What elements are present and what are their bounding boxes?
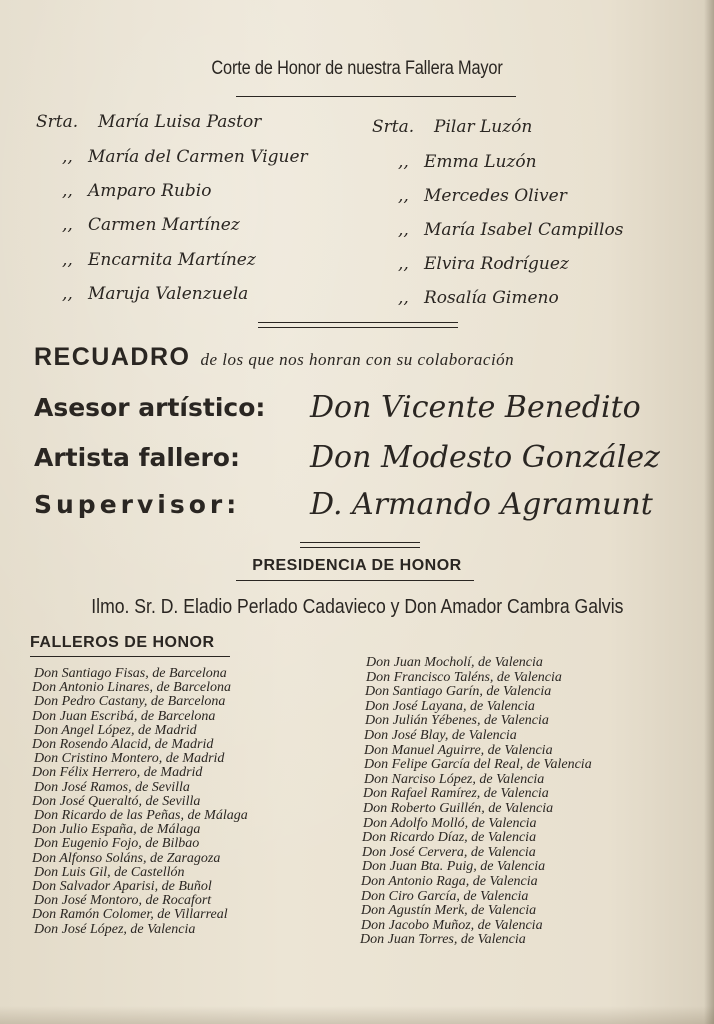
fallero-left-item: Don Juan Escribá, de Barcelona xyxy=(32,708,216,724)
corte-title: Corte de Honor de nuestra Fallera Mayor xyxy=(211,58,503,79)
fallero-left-item: Don Pedro Castany, de Barcelona xyxy=(34,694,226,710)
role-supervisor: Supervisor: xyxy=(34,490,241,519)
person-asesor: Don Vicente Benedito xyxy=(310,390,641,425)
fallero-right-item: Don Juan Bta. Puig, de Valencia xyxy=(362,859,546,875)
recuadro-title: RECUADRO xyxy=(34,343,191,371)
fallero-right-item: Don José Cervera, de Valencia xyxy=(362,844,536,860)
fallero-right-item: Don Francisco Taléns, de Valencia xyxy=(366,669,562,685)
corte-left-6: ,, Maruja Valenzuela xyxy=(62,284,249,304)
page-spine-shadow xyxy=(704,0,714,1024)
fallero-left-item: Don Antonio Linares, de Barcelona xyxy=(32,680,231,696)
fallero-right-item: Don Jacobo Muñoz, de Valencia xyxy=(361,917,543,933)
fallero-right-item: Don Antonio Raga, de Valencia xyxy=(361,874,538,889)
recuadro-heading xyxy=(34,343,684,372)
corte-right-5: ,, Elvira Rodríguez xyxy=(398,254,569,274)
person-artista: Don Modesto González xyxy=(310,440,660,475)
fallero-left-item: Don José López, de Valencia xyxy=(34,921,196,937)
presidencia-divider-bottom xyxy=(300,547,420,548)
corte-left-1: Srta. María Luisa Pastor xyxy=(36,112,262,132)
presidencia-title-underline xyxy=(236,580,474,581)
fallero-right-item: Don Adolfo Molló, de Valencia xyxy=(363,815,537,831)
falleros-title: FALLEROS DE HONOR xyxy=(30,634,215,651)
fallero-right-item: Don Roberto Guillén, de Valencia xyxy=(363,801,554,816)
fallero-right-item: Don Ciro García, de Valencia xyxy=(361,888,529,904)
fallero-left-item: Don Santiago Fisas, de Barcelona xyxy=(34,666,227,681)
presidencia-title: PRESIDENCIA DE HONOR xyxy=(252,557,462,574)
recuadro-subtitle: de los que nos honran con su colaboración xyxy=(200,350,515,369)
fallero-left-item: Don Alfonso Soláns, de Zaragoza xyxy=(32,850,221,866)
fallero-right-item: Don Manuel Aguirre, de Valencia xyxy=(364,742,553,758)
fallero-right-item: Don José Layana, de Valencia xyxy=(365,698,535,714)
role-asesor: Asesor artístico: xyxy=(34,393,266,422)
corte-right-3: ,, Mercedes Oliver xyxy=(398,186,567,206)
fallero-left-item: Don Ramón Colomer, de Villarreal xyxy=(32,907,228,923)
fallero-right-item: Don Julián Yébenes, de Valencia xyxy=(365,713,549,729)
fallero-right-item: Don Santiago Garín, de Valencia xyxy=(365,684,552,700)
falleros-title-underline xyxy=(30,656,230,657)
page-bottom-edge xyxy=(0,1006,714,1024)
fallero-left-item: Don Cristino Montero, de Madrid xyxy=(34,751,225,767)
corte-left-2: ,, María del Carmen Viguer xyxy=(62,147,308,167)
corte-right-2: ,, Emma Luzón xyxy=(398,152,537,172)
fallero-right-item: Don José Blay, de Valencia xyxy=(364,728,517,743)
fallero-left-item: Don Félix Herrero, de Madrid xyxy=(32,765,203,781)
role-artista: Artista fallero: xyxy=(34,443,240,472)
corte-left-4: ,, Carmen Martínez xyxy=(62,215,240,235)
corte-left-3: ,, Amparo Rubio xyxy=(62,181,212,201)
corte-title-underline xyxy=(236,96,516,97)
fallero-left-item: Don José Queraltó, de Sevilla xyxy=(32,793,201,809)
corte-right-6: ,, Rosalía Gimeno xyxy=(398,288,559,308)
fallero-left-item: Don Ricardo de las Peñas, de Málaga xyxy=(34,808,248,823)
corte-right-1: Srta. Pilar Luzón xyxy=(372,117,533,137)
fallero-right-item: Don Juan Mocholí, de Valencia xyxy=(366,655,543,670)
fallero-right-item: Don Ricardo Díaz, de Valencia xyxy=(362,830,537,846)
fallero-left-item: Don Salvador Aparisi, de Buñol xyxy=(32,879,212,894)
presidencia-names: Ilmo. Sr. D. Eladio Perlado Cadavieco y Don Amador Cambra Galvis xyxy=(90,596,624,618)
presidencia-divider-top xyxy=(300,542,420,543)
fallero-right-item: Don Narciso López, de Valencia xyxy=(364,771,545,787)
fallero-left-item: Don José Montoro, de Rocafort xyxy=(34,893,212,909)
section-divider-top xyxy=(258,322,458,323)
section-divider-bottom xyxy=(258,327,458,328)
fallero-left-item: Don Rosendo Alacid, de Madrid xyxy=(32,737,214,752)
fallero-left-item: Don José Ramos, de Sevilla xyxy=(34,779,190,795)
fallero-left-item: Don Luis Gil, de Castellón xyxy=(34,864,185,880)
fallero-left-item: Don Julio España, de Málaga xyxy=(32,822,201,838)
fallero-left-item: Don Eugenio Fojo, de Bilbao xyxy=(34,836,200,852)
fallero-right-item: Don Agustín Merk, de Valencia xyxy=(361,903,537,919)
fallero-right-item: Don Juan Torres, de Valencia xyxy=(360,932,526,948)
corte-left-5: ,, Encarnita Martínez xyxy=(62,250,256,270)
fallero-right-item: Don Felipe García del Real, de Valencia xyxy=(364,757,592,773)
fallero-right-item: Don Rafael Ramírez, de Valencia xyxy=(363,786,549,802)
fallero-left-item: Don Angel López, de Madrid xyxy=(34,722,197,738)
corte-right-4: ,, María Isabel Campillos xyxy=(398,220,624,240)
person-supervisor: D. Armando Agramunt xyxy=(310,487,653,522)
